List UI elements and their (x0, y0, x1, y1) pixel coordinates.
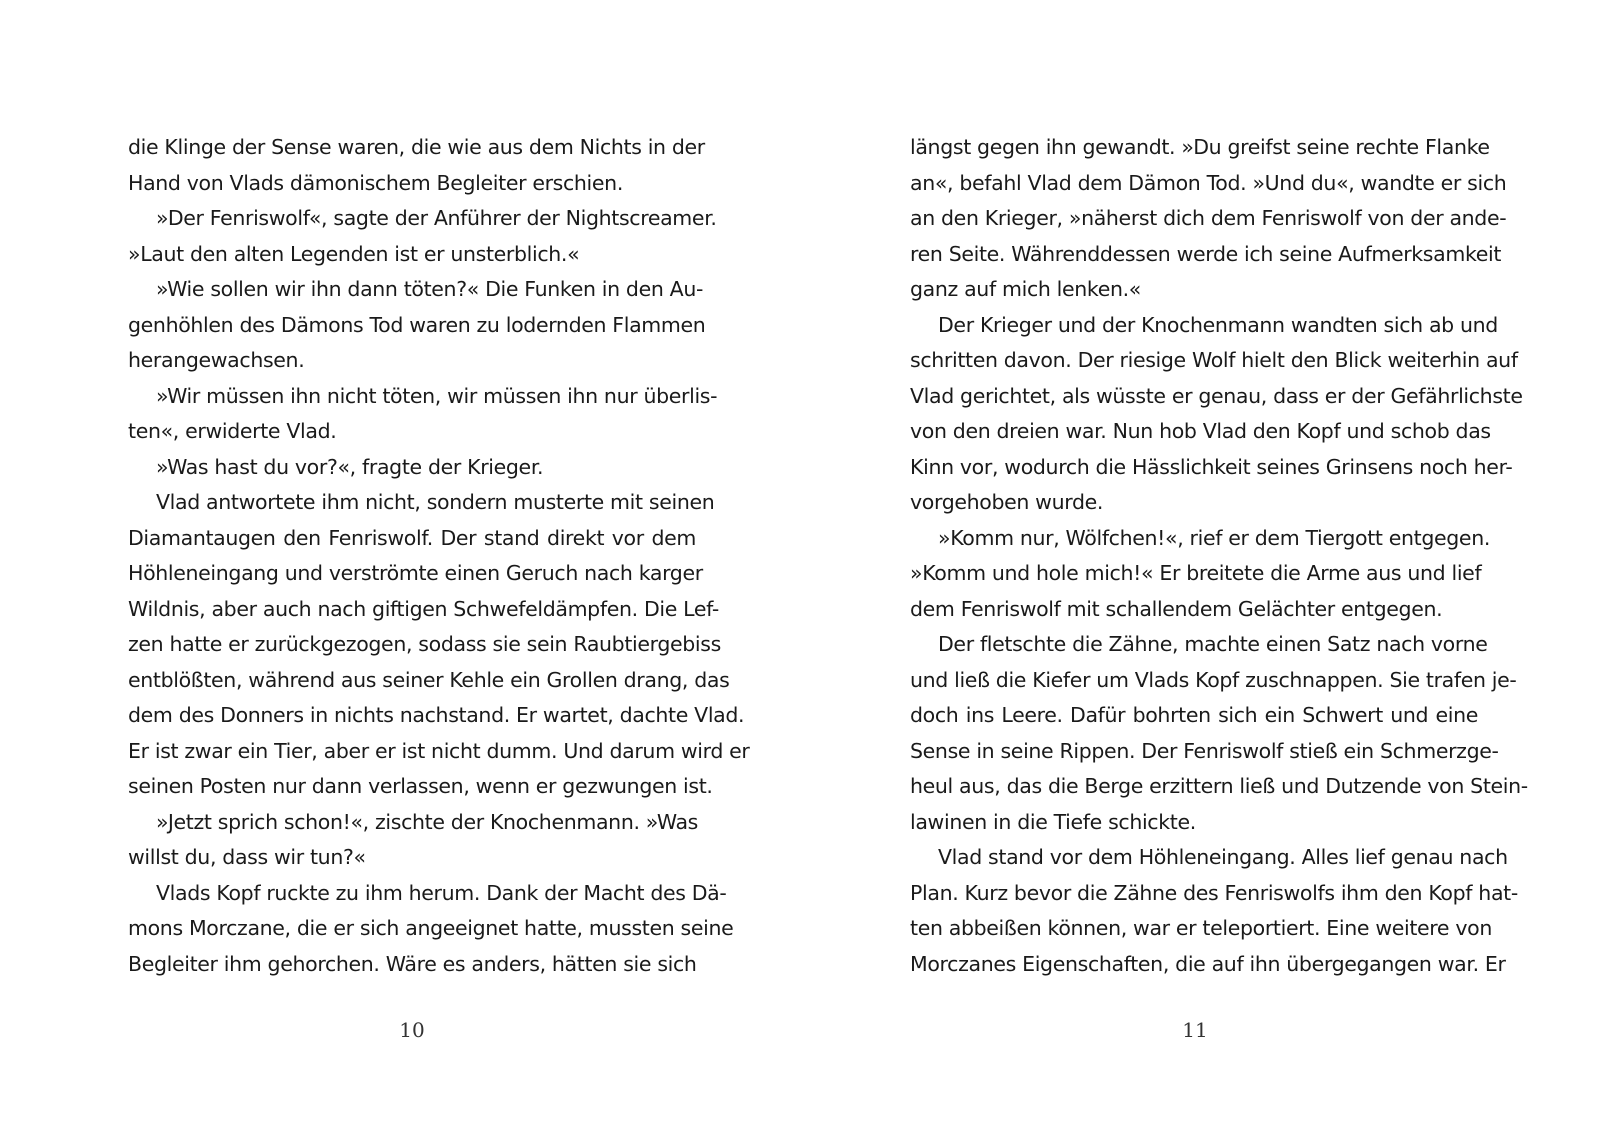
left-page-text (128, 130, 750, 982)
text-line: ganz auf mich lenken.« (910, 277, 1141, 301)
text-line: ten abbeißen können, war er teleportiert. Eine weitere von (910, 916, 1492, 940)
text-line: lawinen in die Tiefe schickte. (910, 809, 1196, 834)
text-line: »Was hast du vor?«, fragte der Krieger. (156, 454, 544, 479)
text-line: dem Fenriswolf mit schallendem Gelächter entgegen. (910, 596, 1443, 621)
text-line: von den dreien war. Nun hob Vlad den Kopf und schob das (910, 419, 1491, 443)
text-line: heul aus, das die Berge erzittern ließ und Dutzende von Stein- (910, 774, 1528, 798)
text-line: »Wie sollen wir ihn dann töten?« Die Funken in den Au- (156, 277, 704, 301)
text-line: Plan. Kurz bevor die Zähne des Fenriswolfs ihm den Kopf hat- (910, 880, 1518, 905)
text-line: Vlad gerichtet, als wüsste er genau, dass er der Gefährlichste (910, 383, 1523, 408)
text-line: seinen Posten nur dann verlassen, wenn er gezwungen ist. (128, 774, 713, 798)
text-line: entblößten, während aus seiner Kehle ein Grollen drang, das (128, 667, 730, 692)
text-line: »Komm nur, Wölfchen!«, rief er dem Tiergott entgegen. (938, 525, 1490, 550)
text-line: Hand von Vlads dämonischem Begleiter erschien. (128, 170, 623, 195)
text-line: vorgehoben wurde. (910, 490, 1104, 514)
right-page-text (910, 130, 1528, 982)
right-page-number: 11 (1182, 1018, 1208, 1042)
text-line: Kinn vor, wodurch die Hässlichkeit seines Grinsens noch her- (910, 454, 1513, 479)
text-line: und ließ die Kiefer um Vlads Kopf zuschnappen. Sie trafen je- (910, 667, 1517, 692)
text-line: die Klinge der Sense waren, die wie aus dem Nichts in der (128, 135, 705, 159)
text-line: ren Seite. Währenddessen werde ich seine Aufmerksamkeit (910, 241, 1502, 266)
text-line: ten«, erwiderte Vlad. (128, 419, 337, 443)
text-line: willst du, dass wir tun?« (128, 845, 366, 869)
text-line: dem des Donners in nichts nachstand. Er wartet, dachte Vlad. (128, 703, 745, 727)
text-line: »Jetzt sprich schon!«, zischte der Knochenmann. »Was (156, 809, 699, 834)
text-line: Vlads Kopf ruckte zu ihm herum. Dank der Macht des Dä- (156, 880, 727, 905)
text-line: doch ins Leere. Dafür bohrten sich ein Schwert und eine (910, 703, 1478, 727)
right-page (800, 0, 1600, 1138)
text-line: Vlad stand vor dem Höhleneingang. Alles lief genau nach (938, 845, 1508, 869)
text-line: zen hatte er zurückgezogen, sodass sie sein Raubtiergebiss (128, 632, 721, 656)
text-line: an den Krieger, »näherst dich dem Fenriswolf von der ande- (910, 206, 1507, 230)
text-line: längst gegen ihn gewandt. »Du greifst seine rechte Flanke (910, 135, 1490, 159)
text-line: »Der Fenriswolf«, sagte der Anführer der Nightscreamer. (156, 206, 717, 230)
text-line: schritten davon. Der riesige Wolf hielt den Blick weiterhin auf (910, 348, 1518, 372)
text-line: »Wir müssen ihn nicht töten, wir müssen ihn nur überlis- (156, 383, 718, 408)
text-line: Diamantaugen den Fenriswolf. Der stand direkt vor dem (128, 525, 696, 550)
text-line: »Laut den alten Legenden ist er unsterblich.« (128, 241, 580, 266)
text-line: Höhleneingang und verströmte einen Geruch nach karger (128, 561, 703, 585)
text-line: an«, befahl Vlad dem Dämon Tod. »Und du«, wandte er sich (910, 170, 1507, 195)
text-line: Er ist zwar ein Tier, aber er ist nicht dumm. Und darum wird er (128, 738, 750, 763)
text-line: mons Morczane, die er sich angeeignet hatte, mussten seine (128, 916, 734, 940)
text-line: Sense in seine Rippen. Der Fenriswolf stieß ein Schmerzge- (910, 738, 1499, 763)
text-line: Begleiter ihm gehorchen. Wäre es anders, hätten sie sich (128, 951, 697, 976)
text-line: herangewachsen. (128, 348, 305, 372)
text-line: »Komm und hole mich!« Er breitete die Arme aus und lief (910, 561, 1482, 585)
text-line: Vlad antwortete ihm nicht, sondern musterte mit seinen (156, 490, 715, 514)
left-page-number: 10 (399, 1018, 425, 1042)
text-line: Der fletschte die Zähne, machte einen Satz nach vorne (938, 632, 1488, 656)
text-line: genhöhlen des Dämons Tod waren zu lodernden Flammen (128, 312, 706, 337)
text-line: Der Krieger und der Knochenmann wandten sich ab und (938, 312, 1498, 337)
text-line: Morczanes Eigenschaften, die auf ihn übergegangen war. Er (910, 951, 1506, 976)
text-line: Wildnis, aber auch nach giftigen Schwefeldämpfen. Die Lef- (128, 596, 719, 621)
